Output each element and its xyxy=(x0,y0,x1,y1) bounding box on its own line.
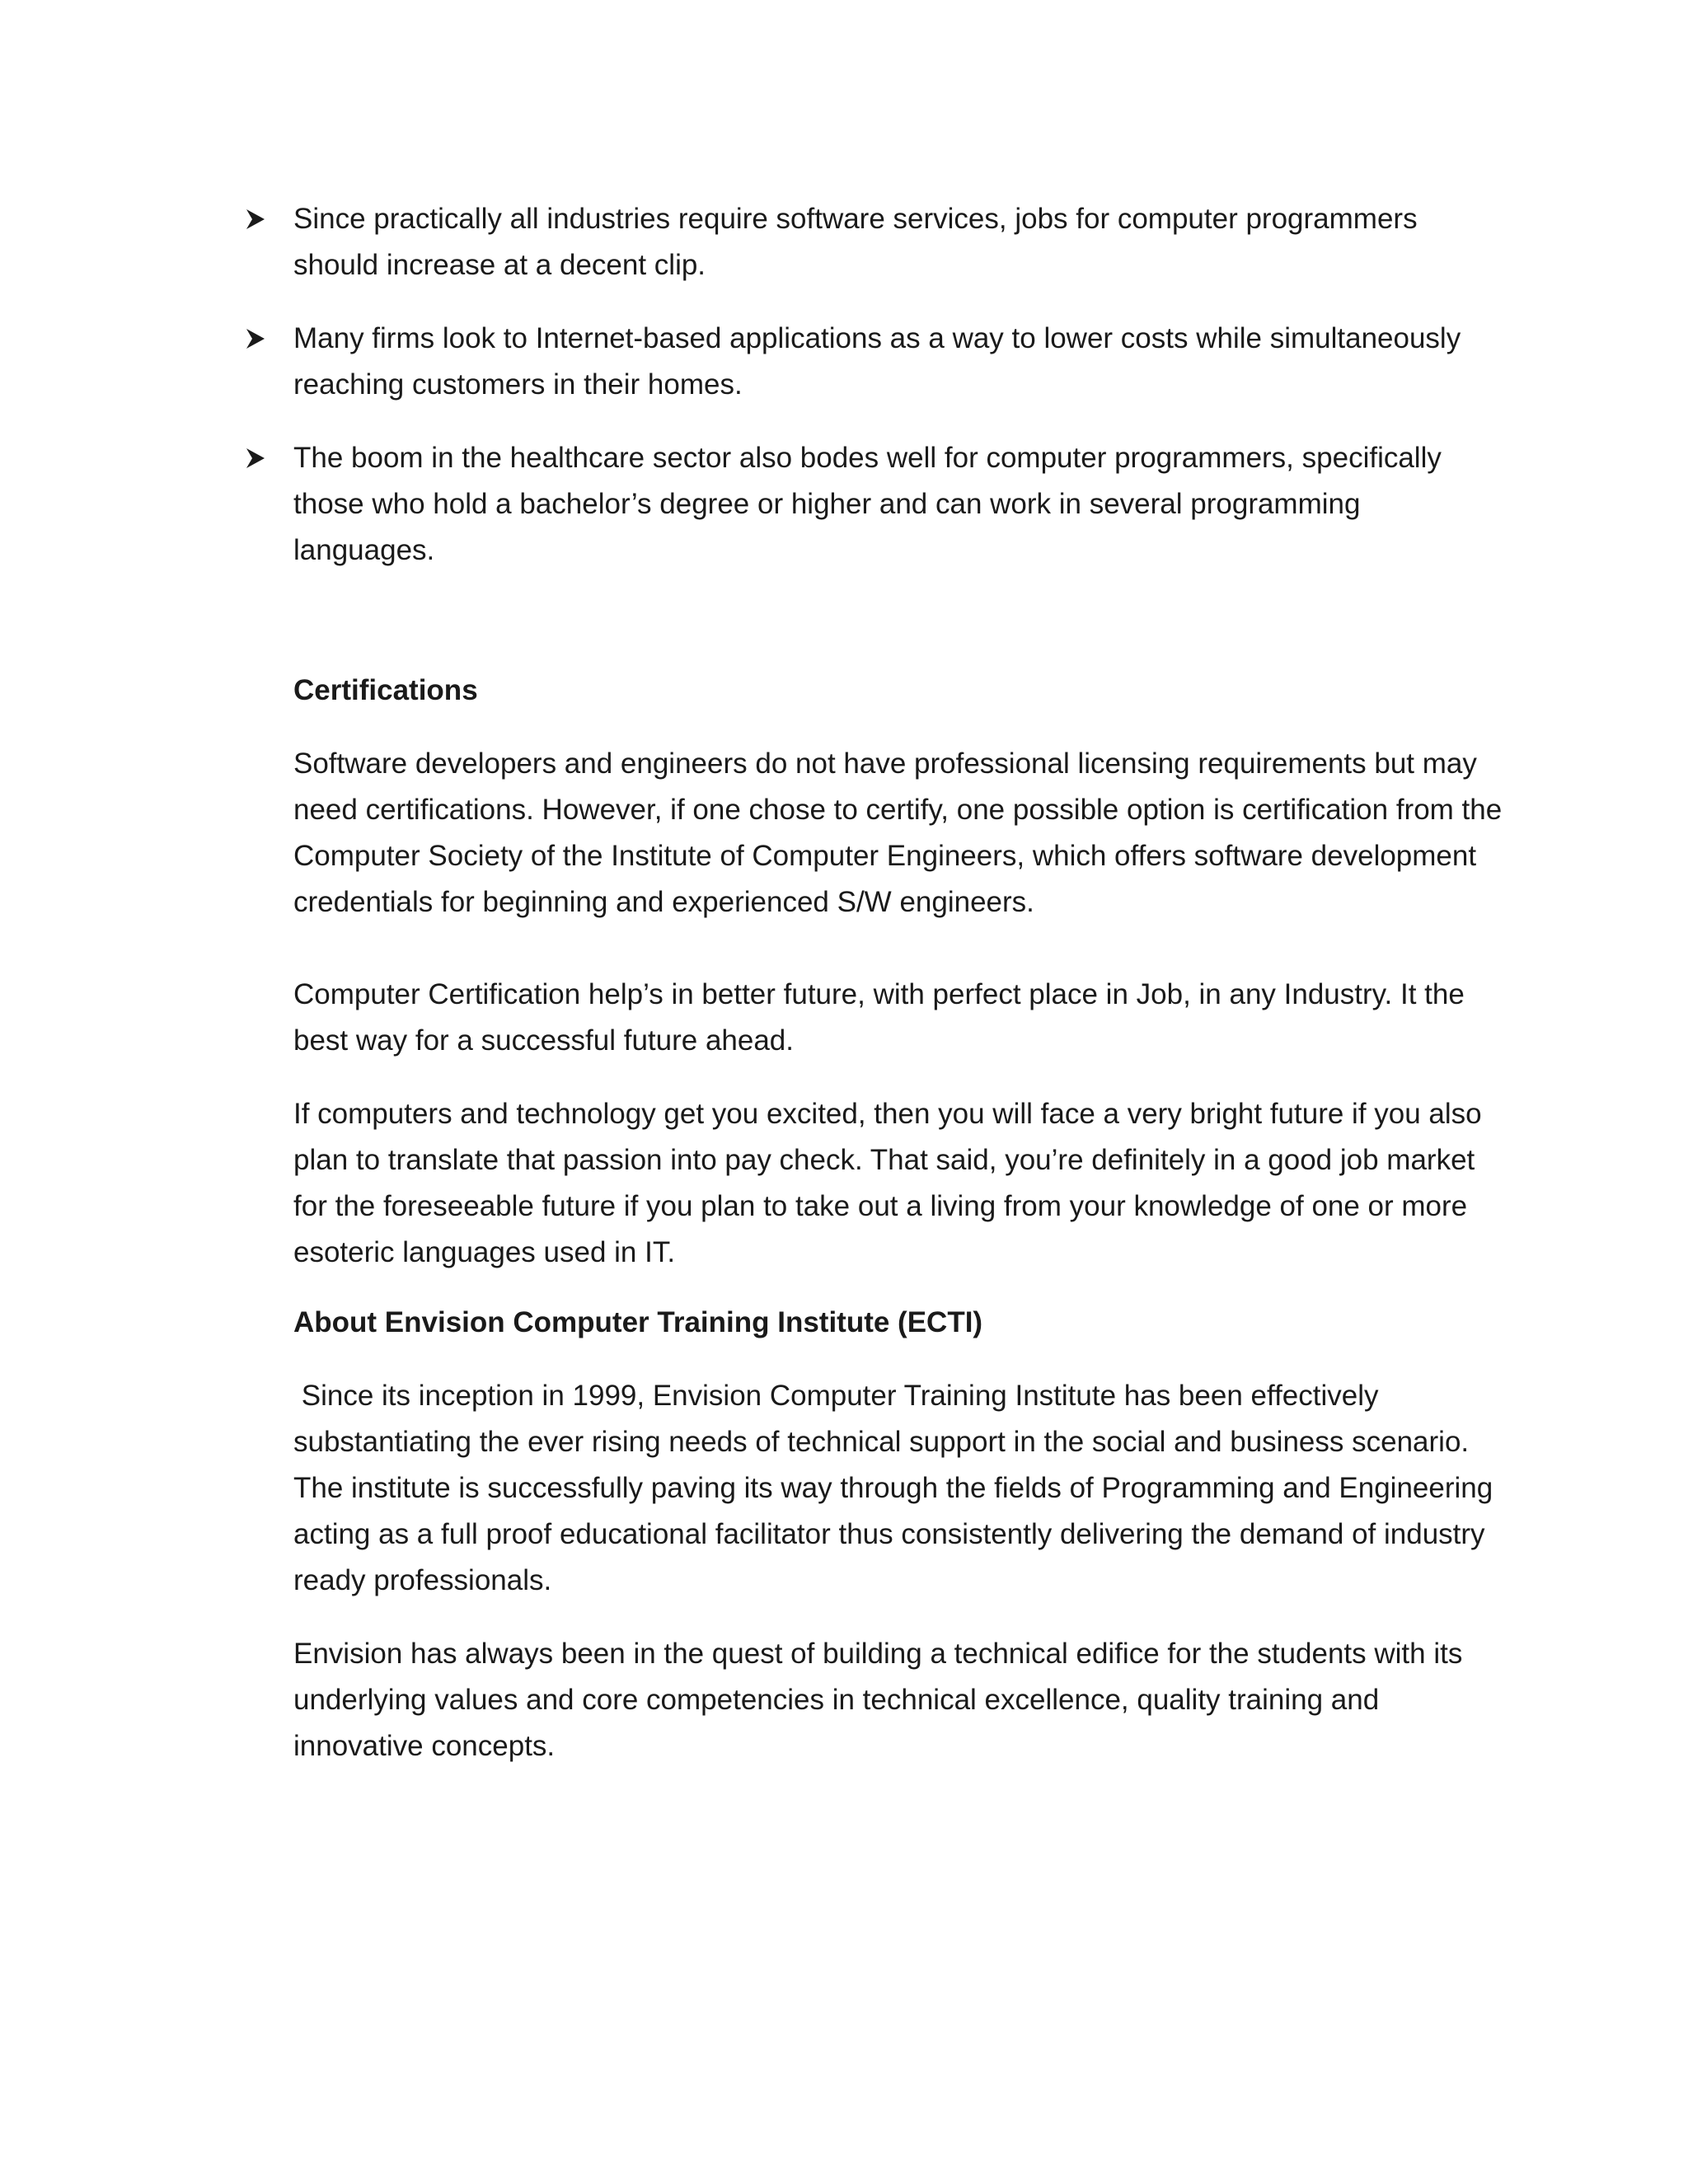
arrow-bullet-icon xyxy=(246,435,270,481)
arrow-bullet-icon xyxy=(246,316,270,362)
certifications-paragraph: If computers and technology get you excited, then you will face a very bright future if you also plan to translate that passion into pay check. That said, you’re definitely in a good job market for the foreseeable future if you plan to take out a living from your knowledge of one or more esoteric languages used in IT. xyxy=(293,1098,1482,1268)
bullet-text: The boom in the healthcare sector also bodes well for computer programmers, specifically those who hold a bachelor’s degree or higher and can work in several programming languages. xyxy=(293,442,1442,566)
bullet-text: Many firms look to Internet-based applications as a way to lower costs while simultaneously reaching customers in their homes. xyxy=(293,322,1461,401)
certifications-heading: Certifications xyxy=(293,674,478,706)
bullet-item xyxy=(246,196,1498,288)
certifications-section xyxy=(293,668,1505,1276)
about-paragraph: Envision has always been in the quest of building a technical edifice for the students with its underlying values and core competencies in technical excellence, quality training and innovative concepts. xyxy=(293,1638,1463,1762)
bullet-item xyxy=(246,316,1498,408)
certifications-paragraph: Software developers and engineers do not have professional licensing requirements but may need certifications. However, if one chose to certify, one possible option is certification from the Computer Society of the Institute of Computer Engineers, which offers software development credentials for beginning and experienced S/W engineers. xyxy=(293,748,1503,918)
bullet-list xyxy=(246,196,1498,574)
bullet-item xyxy=(246,435,1498,574)
about-section xyxy=(293,1300,1505,1769)
arrow-bullet-icon xyxy=(246,196,270,242)
certifications-paragraph: Computer Certification help’s in better future, with perfect place in Job, in any Industry. It the best way for a successful future ahead. xyxy=(293,978,1465,1057)
about-heading: About Envision Computer Training Institute (ECTI) xyxy=(293,1306,983,1338)
bullet-text: Since practically all industries require software services, jobs for computer programmers should increase at a decent clip. xyxy=(293,203,1418,281)
about-paragraph: Since its inception in 1999, Envision Computer Training Institute has been effectively substantiating the ever rising needs of technical support in the social and business scenario. The institute is successfully paving its way through the fields of Programming and Engineering acting as a full proof educational facilitator thus consistently delivering the demand of industry ready professionals. xyxy=(293,1380,1501,1596)
